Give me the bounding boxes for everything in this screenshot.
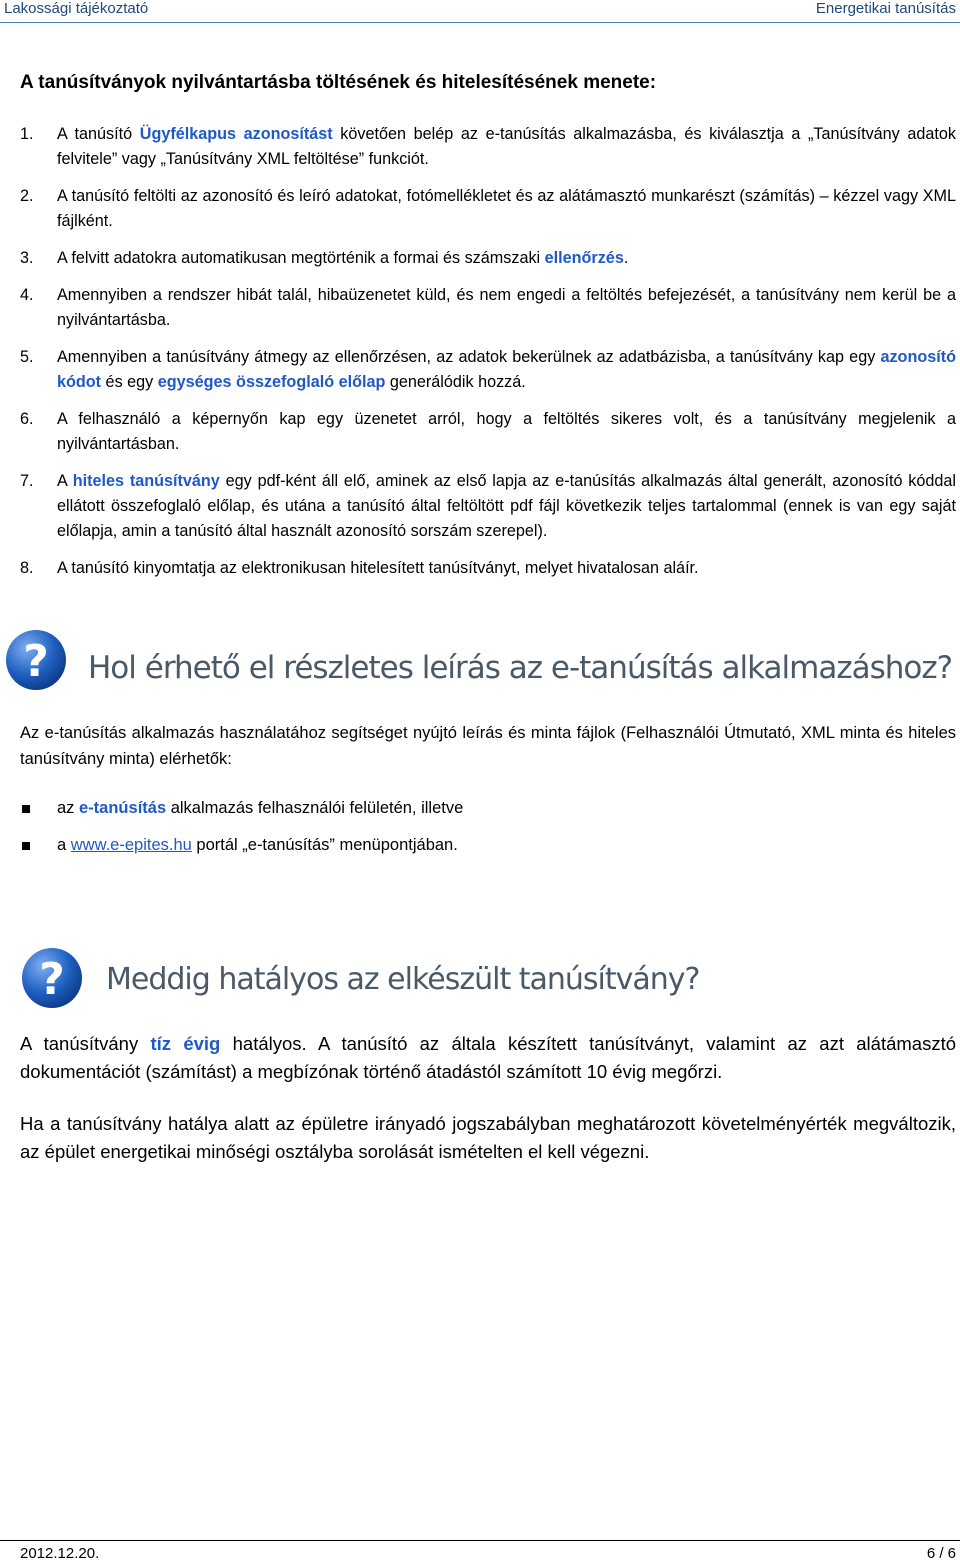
list-item bbox=[20, 246, 956, 271]
step-text: A bbox=[57, 472, 73, 490]
e-epites-link[interactable]: www.e-epites.hu bbox=[70, 836, 192, 854]
validity-period: tíz évig bbox=[150, 1033, 221, 1054]
list-item bbox=[20, 556, 956, 581]
steps-list bbox=[20, 122, 956, 593]
page-footer bbox=[0, 1540, 960, 1563]
highlight-term: azonosító kódot bbox=[57, 348, 956, 391]
header-left: Lakossági tájékoztató bbox=[4, 0, 149, 17]
question-icon bbox=[20, 946, 84, 1010]
list-item bbox=[20, 283, 956, 333]
step-number: 4. bbox=[20, 286, 34, 304]
svg-text:?: ? bbox=[23, 636, 49, 687]
question-icon bbox=[4, 628, 68, 692]
bullet-marker bbox=[22, 842, 30, 850]
bullet-marker bbox=[22, 805, 30, 813]
header-right: Energetikai tanúsítás bbox=[815, 0, 956, 17]
step-text: . bbox=[623, 249, 629, 267]
step-text: A felvitt adatokra automatikusan megtörténik a formai és számszaki bbox=[57, 249, 545, 267]
list-item bbox=[20, 796, 956, 821]
section1-intro: Az e-tanúsítás alkalmazás használatához segítséget nyújtó leírás és minta fájlok (Felhasználói Útmutató, XML minta és hiteles tanúsítvány minta) elérhetők: bbox=[20, 724, 956, 768]
step-text: Amennyiben a tanúsítvány átmegy az ellenőrzésen, az adatok bekerülnek az adatbázisba, a tanúsítvány kap egy bbox=[57, 348, 881, 366]
step-text: A tanúsító kinyomtatja az elektronikusan hitelesített tanúsítványt, melyet hivatalosan aláír. bbox=[57, 559, 699, 577]
section-title-validity: Meddig hatályos az elkészült tanúsítvány? bbox=[106, 962, 700, 997]
step-number: 8. bbox=[20, 559, 34, 577]
step-text: egy pdf-ként áll elő, aminek az első lapja az e-tanúsítás alkalmazás által generált, azonosító kóddal ellátott összefoglaló előlap, és utána a tanúsító által feltöltött pdf fájl következik teljes tartalommal (ennek is van egy saját előlapja, amin a tanúsító által használt azonosító sorszám szerepel). bbox=[57, 472, 956, 540]
step-number: 5. bbox=[20, 348, 34, 366]
validity-paragraph bbox=[20, 1030, 956, 1086]
page-title: A tanúsítványok nyilvántartásba töltésének és hitelesítésének menete: bbox=[20, 72, 657, 93]
requirement-change-paragraph: Ha a tanúsítvány hatálya alatt az épületre irányadó jogszabályban meghatározott követelményérték megváltozik, az épület energetikai minőségi osztályba sorolását ismételten el kell végezni. bbox=[20, 1113, 956, 1162]
list-item bbox=[20, 833, 956, 858]
highlight-term: hiteles tanúsítvány bbox=[72, 472, 220, 490]
step-text: A tanúsító bbox=[57, 125, 140, 143]
page-number: 6 / 6 bbox=[926, 1545, 956, 1562]
bullet-text: portál „e-tanúsítás” menüpontjában. bbox=[191, 836, 458, 854]
list-item bbox=[20, 469, 956, 544]
step-text: Amennyiben a rendszer hibát talál, hibaüzenetet küld, és nem engedi a feltöltés befejezését, a tanúsítvány nem kerül be a nyilvántartásba. bbox=[57, 286, 956, 329]
bullet-text: a bbox=[57, 836, 71, 854]
paragraph-text: hatályos. A tanúsító az általa készített tanúsítványt, valamint az azt alátámasztó dokumentációt (számítást) a megbízónak történő átadástól számított 10 évig megőrzi. bbox=[20, 1033, 956, 1082]
step-number: 6. bbox=[20, 410, 34, 428]
highlight-term: egységes összefoglaló előlap bbox=[157, 373, 386, 391]
footer-date: 2012.12.20. bbox=[20, 1545, 100, 1562]
list-item bbox=[20, 407, 956, 457]
list-item bbox=[20, 345, 956, 395]
bullet-text: alkalmazás felhasználói felületén, illetve bbox=[166, 799, 464, 817]
step-text: és egy bbox=[101, 373, 158, 391]
step-number: 2. bbox=[20, 187, 34, 205]
step-number: 7. bbox=[20, 472, 34, 490]
step-text: generálódik hozzá. bbox=[385, 373, 526, 391]
step-number: 1. bbox=[20, 125, 34, 143]
list-item bbox=[20, 184, 956, 234]
step-number: 3. bbox=[20, 249, 34, 267]
step-text: A tanúsító feltölti az azonosító és leíró adatokat, fotómellékletet és az alátámasztó munkarészt (számítás) – kézzel vagy XML fájlként. bbox=[57, 187, 956, 230]
page-header bbox=[0, 0, 960, 23]
svg-text:?: ? bbox=[39, 954, 65, 1005]
step-text: A felhasználó a képernyőn kap egy üzenetet arról, hogy a feltöltés sikeres volt, és a tanúsítvány megjelenik a nyilvántartásban. bbox=[57, 410, 956, 453]
highlight-term: Ügyfélkapus azonosítást bbox=[139, 125, 333, 143]
section-title-description: Hol érhető el részletes leírás az e-tanúsítás alkalmazáshoz? bbox=[88, 650, 953, 686]
paragraph-text: A tanúsítvány bbox=[20, 1033, 151, 1054]
highlight-term: ellenőrzés bbox=[544, 249, 624, 267]
bullet-text: az bbox=[57, 799, 80, 817]
list-item bbox=[20, 122, 956, 172]
resource-list bbox=[20, 796, 956, 870]
step-text: követően belép az e-tanúsítás alkalmazásba, és kiválasztja a „Tanúsítvány adatok felvitele” vagy „Tanúsítvány XML feltöltése” funkciót. bbox=[57, 125, 957, 168]
app-name: e-tanúsítás bbox=[79, 799, 167, 817]
